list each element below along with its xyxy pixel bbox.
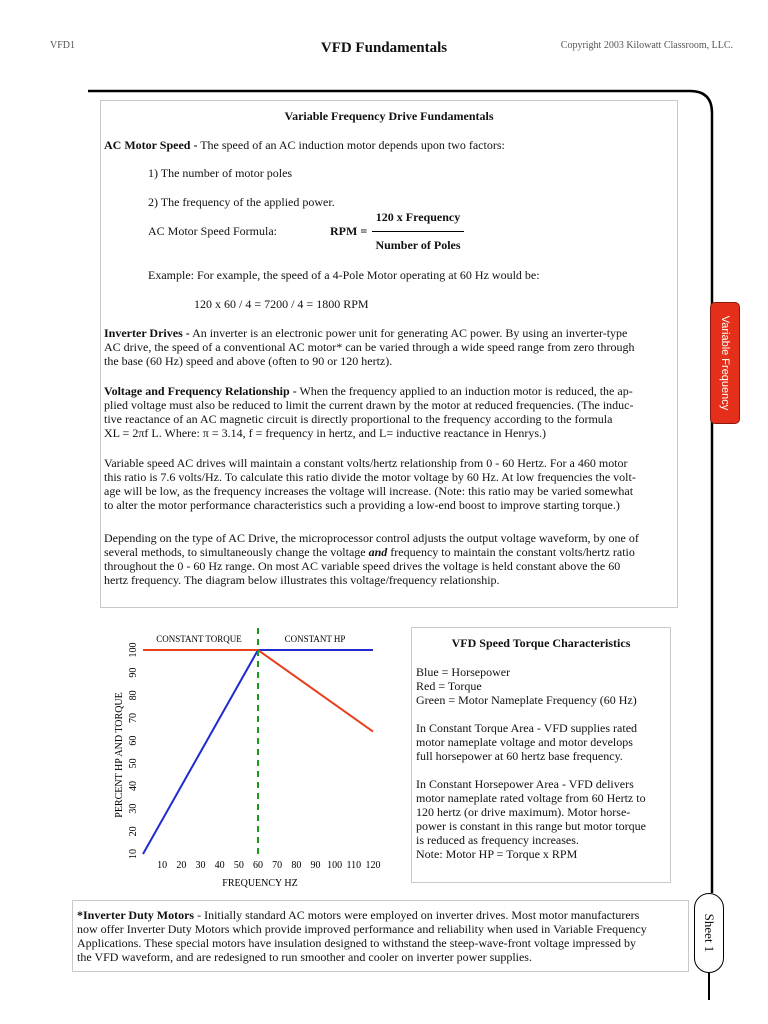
footnote-label: *Inverter Duty Motors [77, 908, 195, 922]
voltage-frequency-paragraph [104, 384, 633, 440]
legend-line: full horsepower at 60 hertz base frequency. [416, 749, 623, 763]
example-calculation: 120 x 60 / 4 = 7200 / 4 = 1800 RPM [194, 297, 369, 311]
formula-numerator: 120 x Frequency [375, 210, 461, 224]
legend-line: Green = Motor Nameplate Frequency (60 Hz) [416, 693, 637, 707]
formula-fraction-bar [372, 231, 464, 232]
y-tick-label: 40 [128, 781, 139, 791]
legend-line: Blue = Horsepower [416, 665, 511, 679]
formula-denominator: Number of Poles [375, 238, 461, 252]
x-tick-label: 110 [346, 860, 362, 871]
inverter-line: the base (60 Hz) speed and above (often to 90 or 120 hertz). [104, 354, 393, 368]
x-tick-label: 120 [365, 860, 381, 871]
vf-line: tive reactance of an AC magnetic circuit is directly proportional to the frequency according to the formula [104, 412, 613, 426]
x-tick-label: 60 [253, 860, 263, 871]
footnote-line: - Initially standard AC motors were employed on inverter drives. Most motor manufacturers [194, 908, 640, 922]
factor-2: 2) The frequency of the applied power. [148, 195, 335, 209]
x-tick-label: 100 [327, 860, 343, 871]
paragraph-line: to alter the motor performance characteristics such a providing a low-end boost to improve starting torque.) [104, 498, 620, 512]
ac-motor-speed-paragraph [104, 138, 505, 152]
waveform-paragraph [104, 531, 639, 587]
emphasis-and: and [368, 545, 388, 559]
x-tick-label: 10 [157, 860, 168, 871]
voltage-frequency-label: Voltage and Frequency Relationship - [104, 384, 297, 398]
footnote-line: Applications. These special motors have insulation designed to withstand the steep-wave-front voltage impressed by [77, 936, 636, 950]
legend-line: motor nameplate voltage and motor develops [416, 735, 633, 749]
header-copyright: Copyright 2003 Kilowatt Classroom, LLC. [560, 40, 733, 51]
legend-line: Red = Torque [416, 679, 482, 693]
legend-line [416, 707, 646, 721]
footnote-line: now offer Inverter Duty Motors which provide improved performance and reliability when used in Variable Frequency [77, 922, 647, 936]
y-tick-label: 80 [128, 690, 139, 701]
vf-line: When the frequency applied to an induction motor is reduced, the ap- [296, 384, 633, 398]
inverter-drives-label: Inverter Drives - [104, 326, 190, 340]
y-tick-label: 10 [128, 849, 139, 859]
y-tick-label: 30 [128, 803, 139, 814]
paragraph-line: Depending on the type of AC Drive, the microprocessor control adjusts the output voltage waveform, by one of [104, 531, 639, 545]
y-tick-label: 100 [128, 642, 139, 658]
formula-lhs: RPM = [330, 224, 368, 238]
ac-motor-speed-label: AC Motor Speed - [104, 138, 198, 152]
vf-line: XL = 2πf L. Where: π = 3.14, f = frequency in hertz, and L= inductive reactance in Henrys.) [104, 426, 547, 440]
paragraph-line: hertz frequency. The diagram below illustrates this voltage/frequency relationship. [104, 573, 500, 587]
header-doc-id: VFD1 [50, 40, 76, 51]
legend-line: In Constant Torque Area - VFD supplies rated [416, 721, 638, 735]
paragraph-line: age will be low, as the frequency increases the voltage will increase. (Note: this ratio may be varied somewhat [104, 484, 634, 498]
paragraph-line: several methods, to simultaneously change the voltage [104, 545, 369, 559]
region-label-constant-hp: CONSTANT HP [284, 634, 346, 644]
x-tick-label: 80 [291, 860, 302, 871]
x-tick-label: 40 [214, 860, 225, 871]
y-tick-label: 50 [128, 758, 139, 769]
y-tick-label: 20 [128, 826, 139, 837]
legend-line [416, 763, 646, 777]
x-tick-label: 20 [176, 860, 187, 871]
example-text: Example: For example, the speed of a 4-Pole Motor operating at 60 Hz would be: [148, 268, 540, 282]
x-tick-label: 90 [310, 860, 321, 871]
side-tab-variable-frequency[interactable] [710, 302, 740, 424]
side-tab-label: Variable Frequency [719, 315, 731, 411]
formula-label: AC Motor Speed Formula: [148, 224, 277, 238]
factor-1: 1) The number of motor poles [148, 166, 293, 180]
x-tick-label: 50 [233, 860, 244, 871]
footnote-line: the VFD waveform, and are redesigned to run smoother and cooler on inverter power supplies. [77, 950, 532, 964]
region-label-constant-torque: CONSTANT TORQUE [156, 634, 242, 644]
paragraph-line: throughout the 0 - 60 Hz range. On most AC variable speed drives the voltage is held constant above the 60 [104, 559, 621, 573]
legend-line: Note: Motor HP = Torque x RPM [416, 847, 578, 861]
legend-line: 120 hertz (or drive maximum). Motor horse- [416, 805, 631, 819]
volts-hertz-paragraph [104, 456, 636, 512]
x-axis-label: FREQUENCY HZ [222, 878, 298, 889]
paragraph-line: this ratio is 7.6 volts/Hz. To calculate this ratio divide the motor voltage by 60 Hz. At low frequencies the volt- [104, 470, 636, 484]
y-tick-label: 70 [128, 713, 139, 723]
paragraph-line: frequency to maintain the constant volts/hertz ratio [387, 545, 635, 559]
inverter-drives-paragraph [104, 326, 635, 368]
sheet-tab-label: Sheet 1 [702, 913, 717, 953]
legend-line: motor nameplate rated voltage from 60 Hertz to [416, 791, 646, 805]
legend-line: power is constant in this range but motor torque [416, 819, 646, 833]
legend-line: In Constant Horsepower Area - VFD delivers [416, 777, 634, 791]
legend-text [416, 665, 646, 861]
y-axis-label: PERCENT HP AND TORQUE [114, 692, 125, 818]
y-tick-label: 60 [128, 735, 139, 746]
page-title: VFD Fundamentals [320, 40, 448, 56]
ac-motor-speed-text: The speed of an AC induction motor depends upon two factors: [197, 138, 505, 152]
paragraph-line: Variable speed AC drives will maintain a constant volts/hertz relationship from 0 - 60 Hertz. For a 460 motor [104, 456, 628, 470]
legend-title: VFD Speed Torque Characteristics [451, 636, 631, 650]
legend-line: is reduced as frequency increases. [416, 833, 579, 847]
x-tick-label: 70 [272, 860, 283, 871]
sheet-tab[interactable] [694, 893, 724, 973]
x-tick-label: 30 [195, 860, 206, 871]
inverter-line: AC drive, the speed of a conventional AC motor* can be varied through a wide speed range from zero through [104, 340, 635, 354]
y-tick-label: 90 [128, 667, 139, 678]
inverter-line: An inverter is an electronic power unit for generating AC power. By using an inverter-type [189, 326, 628, 340]
speed-torque-chart [0, 620, 400, 900]
vf-line: plied voltage must also be reduced to limit the current drawn by the motor at reduced frequencies. (The induc- [104, 398, 634, 412]
main-heading: Variable Frequency Drive Fundamentals [284, 109, 494, 123]
footnote-text [77, 908, 647, 964]
